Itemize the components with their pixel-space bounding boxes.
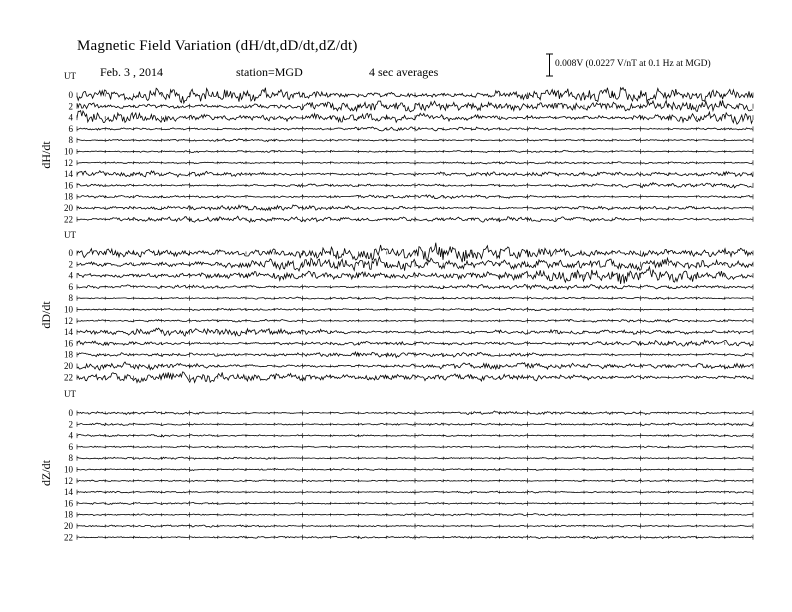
- hour-label: 20: [64, 361, 73, 371]
- hour-label: 20: [64, 521, 73, 531]
- hour-label: 12: [64, 157, 73, 168]
- hour-label: 14: [64, 327, 73, 338]
- ut-label: UT: [64, 389, 76, 399]
- hour-label: 18: [64, 509, 73, 520]
- hour-label: 4: [68, 270, 73, 281]
- hour-label: 16: [64, 338, 73, 349]
- hour-label: 22: [64, 532, 73, 543]
- panel-dZ-dt: [39, 389, 753, 542]
- hour-label: 0: [68, 408, 73, 418]
- hour-label: 22: [64, 214, 73, 225]
- hour-label: 12: [64, 475, 73, 486]
- panel-dH-dt: [39, 71, 753, 224]
- hour-label: 16: [64, 180, 73, 191]
- hour-label: 18: [64, 349, 73, 360]
- hour-label: 8: [68, 135, 73, 146]
- component-label: dD/dt: [39, 301, 53, 329]
- date-label: Feb. 3 , 2014: [100, 65, 163, 79]
- ut-label: UT: [64, 71, 76, 81]
- hour-label: 10: [64, 464, 73, 475]
- hour-label: 14: [64, 169, 73, 180]
- hour-label: 2: [68, 101, 73, 112]
- hour-label: 6: [68, 281, 73, 292]
- chart-title: Magnetic Field Variation (dH/dt,dD/dt,dZ/dt): [77, 38, 358, 54]
- panel-dD-dt: [39, 230, 753, 383]
- hour-label: 22: [64, 372, 73, 383]
- hour-label: 4: [68, 430, 73, 441]
- hour-label: 0: [68, 248, 73, 258]
- hour-label: 20: [64, 203, 73, 213]
- hour-label: 10: [64, 146, 73, 157]
- hour-label: 16: [64, 498, 73, 509]
- hour-label: 10: [64, 304, 73, 315]
- hour-label: 2: [68, 259, 73, 270]
- hour-label: 18: [64, 191, 73, 202]
- minute-ticks: [77, 330, 753, 335]
- hour-label: 6: [68, 441, 73, 452]
- ut-label: UT: [64, 230, 76, 240]
- hour-label: 12: [64, 315, 73, 326]
- component-label: dH/dt: [39, 141, 53, 169]
- hour-label: 8: [68, 293, 73, 304]
- hour-label: 4: [68, 112, 73, 123]
- hour-label: 0: [68, 90, 73, 100]
- minute-ticks: [77, 422, 753, 427]
- hour-label: 8: [68, 453, 73, 464]
- minute-ticks: [77, 341, 753, 346]
- hour-label: 2: [68, 419, 73, 430]
- averaging-label: 4 sec averages: [369, 65, 439, 79]
- hour-label: 6: [68, 123, 73, 134]
- component-label: dZ/dt: [39, 460, 53, 486]
- scale-note: 0.008V (0.0227 V/nT at 0.1 Hz at MGD): [555, 59, 711, 69]
- minute-ticks: [77, 375, 753, 380]
- minute-ticks: [77, 318, 753, 323]
- minute-ticks: [77, 217, 753, 222]
- hour-label: 14: [64, 487, 73, 498]
- station-label: station=MGD: [236, 65, 303, 79]
